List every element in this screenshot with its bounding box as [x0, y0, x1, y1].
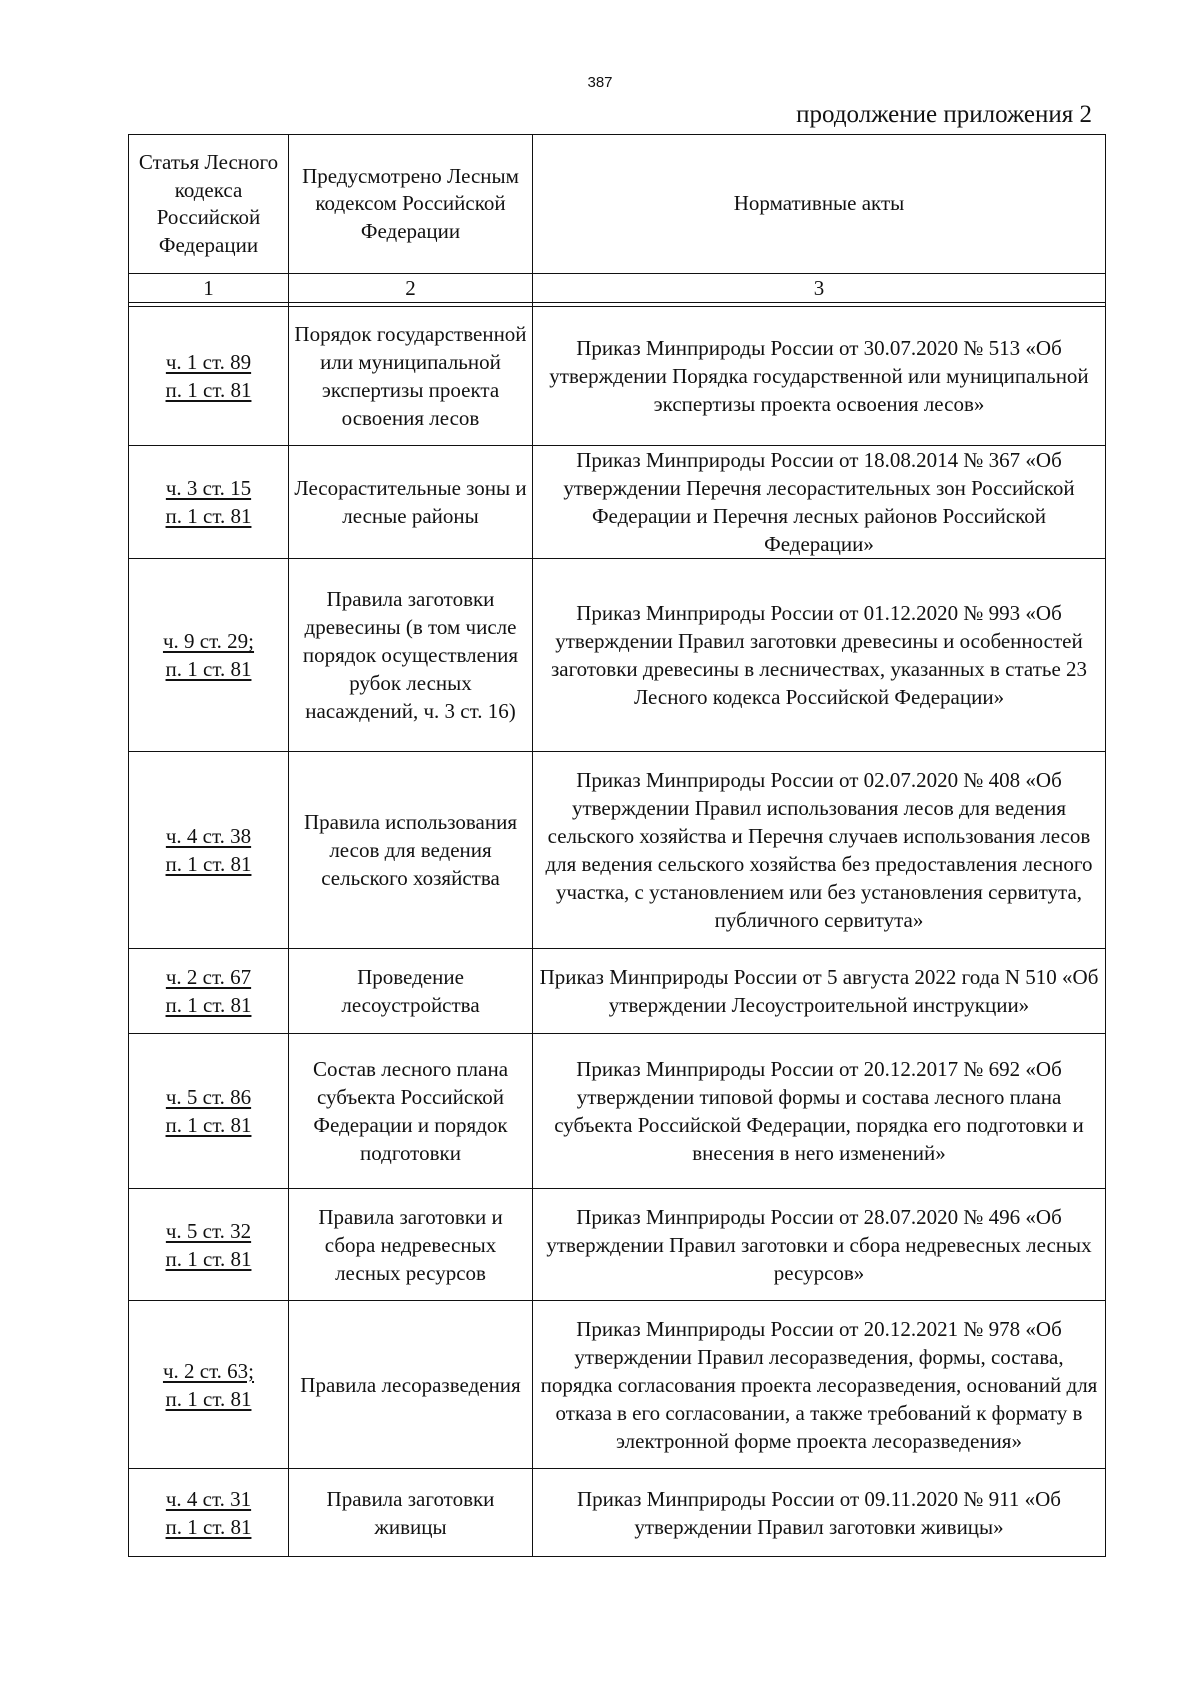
article-ref-link[interactable]: п. 1 ст. 81: [165, 993, 252, 1017]
provided-cell: Лесорастительные зоны и лесные районы: [289, 446, 533, 559]
continuation-label: продолжение приложения 2: [796, 101, 1092, 128]
table-row: [129, 1301, 1106, 1469]
article-ref-cell: [129, 1301, 289, 1469]
table-row: [129, 752, 1106, 949]
act-cell: Приказ Минприроды России от 20.12.2017 № 692 «Об утверждении типовой формы и состава лесного плана субъекта Российской Федерации, порядка его подготовки и внесения в него изменений»: [533, 1034, 1106, 1189]
article-ref-link[interactable]: п. 1 ст. 81: [165, 1386, 252, 1411]
provided-cell: Состав лесного плана субъекта Российской Федерации и порядок подготовки: [289, 1034, 533, 1189]
article-ref-link[interactable]: п. 1 ст. 81: [165, 378, 252, 402]
provided-cell: Правила лесоразведения: [289, 1301, 533, 1469]
table-row: [129, 1034, 1106, 1189]
act-cell: Приказ Минприроды России от 18.08.2014 № 367 «Об утверждении Перечня лесорастительных зон Российской Федерации и Перечня лесных районов Российской Федерации»: [533, 446, 1106, 559]
article-ref-link[interactable]: ч. 4 ст. 31: [165, 1486, 252, 1511]
article-ref-link[interactable]: п. 1 ст. 81: [165, 504, 252, 528]
article-ref-link[interactable]: ч. 1 ст. 89: [165, 350, 252, 374]
article-ref-cell: [129, 559, 289, 752]
article-ref-cell: [129, 1034, 289, 1189]
act-cell: Приказ Минприроды России от 01.12.2020 № 993 «Об утверждении Правил заготовки древесины и особенностей заготовки древесины в лесничествах, указанных в статье 23 Лесного кодекса Российской Федерации»: [533, 559, 1106, 752]
page-number: 387: [587, 74, 613, 91]
article-ref-link[interactable]: п. 1 ст. 81: [165, 1246, 252, 1271]
column-number: 1: [129, 274, 289, 303]
article-ref-link[interactable]: п. 1 ст. 81: [165, 852, 252, 876]
act-cell: Приказ Минприроды России от 02.07.2020 № 408 «Об утверждении Правил использования лесов для ведения сельского хозяйства и Перечня случаев использования лесов для ведения сельского хозяйства без предоставления лесного участка, с установлением или без установления сервитута, публичного сервитута»: [533, 752, 1106, 949]
header-provided: Предусмотрено Лесным кодексом Российской Федерации: [289, 135, 533, 274]
article-ref-link[interactable]: ч. 2 ст. 67: [165, 965, 252, 989]
article-ref-cell: [129, 949, 289, 1034]
act-cell: Приказ Минприроды России от 20.12.2021 № 978 «Об утверждении Правил лесоразведения, формы, состава, порядка согласования проекта лесоразведения, оснований для отказа в его согласовании, а также требований к формату в электронной форме проекта лесоразведения»: [533, 1301, 1106, 1469]
table-row: [129, 307, 1106, 446]
provided-cell: Правила заготовки и сбора недревесных лесных ресурсов: [289, 1189, 533, 1301]
article-ref-link[interactable]: ч. 4 ст. 38: [165, 824, 252, 848]
provided-cell: Проведение лесоустройства: [289, 949, 533, 1034]
article-ref-link[interactable]: ч. 5 ст. 86: [165, 1085, 252, 1109]
article-ref-cell: [129, 1469, 289, 1557]
article-ref-cell: [129, 446, 289, 559]
table-row: [129, 949, 1106, 1034]
article-ref-link[interactable]: п. 1 ст. 81: [165, 1514, 252, 1539]
provided-cell: Правила использования лесов для ведения сельского хозяйства: [289, 752, 533, 949]
article-ref-cell: [129, 1189, 289, 1301]
regulations-table: [128, 134, 1106, 1557]
table-row: [129, 559, 1106, 752]
column-number: 2: [289, 274, 533, 303]
article-ref-link[interactable]: ч. 9 ст. 29;: [162, 629, 255, 653]
article-ref-link[interactable]: ч. 3 ст. 15: [165, 476, 252, 500]
provided-cell: Правила заготовки живицы: [289, 1469, 533, 1557]
table-row: [129, 1469, 1106, 1557]
provided-cell: Правила заготовки древесины (в том числе порядок осуществления рубок лесных насаждений, ч. 3 ст. 16): [289, 559, 533, 752]
act-cell: Приказ Минприроды России от 30.07.2020 № 513 «Об утверждении Порядка государственной или муниципальной экспертизы проекта освоения лесов»: [533, 307, 1106, 446]
act-cell: Приказ Минприроды России от 5 августа 2022 года N 510 «Об утверждении Лесоустроительной инструкции»: [533, 949, 1106, 1034]
header-acts: Нормативные акты: [533, 135, 1106, 274]
provided-cell: Порядок государственной или муниципальной экспертизы проекта освоения лесов: [289, 307, 533, 446]
header-article: Статья Лесного кодекса Российской Федерации: [129, 135, 289, 274]
table-row: [129, 446, 1106, 559]
article-ref-cell: [129, 307, 289, 446]
act-cell: Приказ Минприроды России от 28.07.2020 № 496 «Об утверждении Правил заготовки и сбора недревесных лесных ресурсов»: [533, 1189, 1106, 1301]
column-number: 3: [533, 274, 1106, 303]
article-ref-cell: [129, 752, 289, 949]
table-row: [129, 1189, 1106, 1301]
act-cell: Приказ Минприроды России от 09.11.2020 № 911 «Об утверждении Правил заготовки живицы»: [533, 1469, 1106, 1557]
article-ref-link[interactable]: п. 1 ст. 81: [165, 657, 252, 681]
article-ref-link[interactable]: ч. 5 ст. 32: [165, 1218, 252, 1243]
article-ref-link[interactable]: ч. 2 ст. 63;: [162, 1358, 255, 1383]
article-ref-link[interactable]: п. 1 ст. 81: [165, 1113, 252, 1137]
